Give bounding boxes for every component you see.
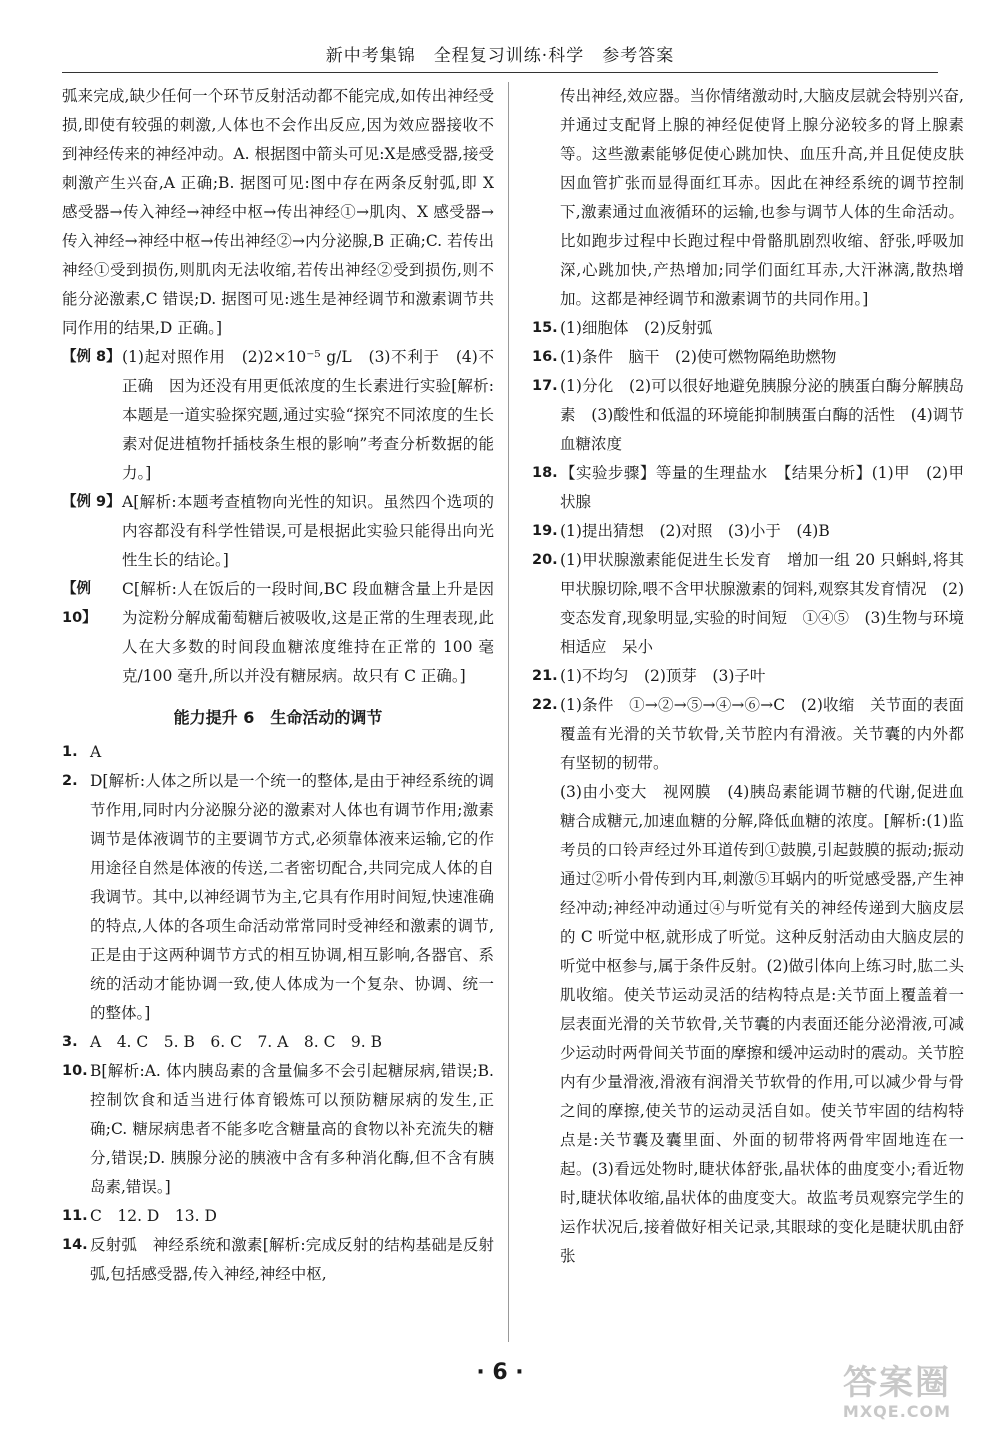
item-number: 10.: [62, 1063, 88, 1079]
left-column: [62, 82, 494, 1289]
example-label: 【例 10】: [62, 581, 97, 626]
example-label: 【例 8】: [62, 349, 121, 365]
item-text: B[解析:A. 体内胰岛素的含量偏多不会引起糖尿病,错误;B. 控制饮食和适当进行体育锻炼可以预防糖尿病的发生,正确;C. 糖尿病患者不能多吃含糖量高的食物以补充流失的糖分,错误;D. 胰腺分泌的胰液中含有多种消化酶,但不含有胰岛素,错误。]: [90, 1062, 494, 1196]
answer-item: [532, 314, 964, 343]
item-number: 21.: [532, 668, 558, 684]
intro-paragraph: 弧来完成,缺少任何一个环节反射活动都不能完成,如传出神经受损,即使有较强的刺激,人体也不会作出反应,因为效应器接收不到神经传来的神经冲动。A. 根据图中箭头可见:X是感受器,接受刺激产生兴奋,A 正确;B. 据图可见:图中存在两条反射弧,即 X 感受器→传入神经→神经中枢→传出神经①→肌肉、X 感受器→传入神经→神经中枢→传出神经②→内分泌腺,B 正确;C. 若传出神经①受到损伤,则肌肉无法收缩,若传出神经②受到损伤,则不能分泌激素,C 错误;D. 据图可见:逃生是神经调节和激素调节共同作用的结果,D 正确。]: [62, 87, 494, 337]
item-text: (1)不均匀 (2)顶芽 (3)子叶: [560, 667, 766, 685]
item-number: 11.: [62, 1208, 88, 1224]
answer-item: [532, 372, 964, 459]
example-text: A[解析:本题考查植物向光性的知识。虽然四个选项的内容都没有科学性错误,可是根据此实验只能得出向光性生长的结论。]: [122, 493, 494, 569]
item-text: (1)提出猜想 (2)对照 (3)小于 (4)B: [560, 522, 830, 540]
item-number: 19.: [532, 523, 558, 539]
answer-item: [62, 767, 494, 1028]
item-text: D[解析:人体之所以是一个统一的整体,是由于神经系统的调节作用,同时内分泌腺分泌的激素对人体也有调节作用;激素调节是体液调节的主要调节方式,必须靠体液来运输,它的作用途径自然是体液的传送,二者密切配合,共同完成人体的自我调节。其中,以神经调节为主,它具有作用时间短,快速准确的特点,人体的各项生命活动常常同时受神经和激素的调节,正是由于这两种调节方式的相互协调,相互影响,各器官、系统的活动才能协调一致,使人体成为一个复杂、协调、统一的整体。]: [90, 772, 494, 1022]
item-text: (1)条件 ①→②→⑤→④→⑥→C (2)收缩 关节面的表面覆盖有光滑的关节软骨,关节腔内有滑液。关节囊的内外都有坚韧的韧带。: [560, 696, 964, 772]
answer-item: [62, 1028, 494, 1057]
answer-item: [62, 1231, 494, 1289]
answer-item: [532, 691, 964, 778]
answer-item: [532, 459, 964, 517]
item-number: 17.: [532, 378, 558, 394]
item-22-continued: (3)由小变大 视网膜 (4)胰岛素能调节糖的代谢,促进血糖合成糖元,加速血糖的分解,降低血糖的浓度。[解析:(1)监考员的口铃声经过外耳道传到①鼓膜,引起鼓膜的振动;振动通过②听小骨传到内耳,刺激⑤耳蜗内的听觉感受器,产生神经冲动;神经冲动通过④与听觉有关的神经传递到大脑皮层的 C 听觉中枢,就形成了听觉。这种反射活动由大脑皮层的听觉中枢参与,属于条件反射。(2)做引体向上练习时,肱二头肌收缩。使关节运动灵活的结构特点是:关节面上覆盖着一层表面光滑的关节软骨,关节囊的内表面还能分泌滑液,可减少运动时两骨间关节面的摩擦和缓冲运动时的震动。关节腔内有少量滑液,滑液有润滑关节软骨的作用,可以减少骨与骨之间的摩擦,使关节的运动灵活自如。使关节牢固的结构特点是:关节囊及囊里面、外面的韧带将两骨牢固地连在一起。(3)看远处物时,睫状体舒张,晶状体的曲度变小;看近物时,睫状体收缩,晶状体的曲度变大。故监考员观察完学生的运作状况后,接着做好相关记录,其眼球的变化是睫状肌由舒张: [560, 783, 964, 1265]
answer-item: [532, 546, 964, 662]
example-text: (1)起对照作用 (2)2×10⁻⁵ g/L (3)不利于 (4)不正确 因为还没有用更低浓度的生长素进行实验[解析:本题是一道实验探究题,通过实验“探究不同浓度的生长素对促进植物扦插枝条生根的影响”考查分析数据的能力。]: [122, 348, 494, 482]
item-text: (1)条件 脑干 (2)使可燃物隔绝助燃物: [560, 348, 837, 366]
item-number: 14.: [62, 1237, 88, 1253]
item-number: 22.: [532, 697, 558, 713]
example-10: [62, 575, 494, 691]
item-number: 2.: [62, 773, 78, 789]
answer-item: [532, 662, 964, 691]
answer-item: [62, 1057, 494, 1202]
item-text: C 12. D 13. D: [90, 1207, 217, 1225]
answer-item: [62, 1202, 494, 1231]
answer-item: [532, 517, 964, 546]
item-number: 16.: [532, 349, 558, 365]
watermark-text: 答案圈: [843, 1363, 951, 1403]
page-header: 新中考集锦 全程复习训练·科学 参考答案: [62, 42, 938, 73]
answer-item: [532, 343, 964, 372]
watermark-logo: [812, 1364, 982, 1424]
column-divider: [508, 82, 509, 1342]
right-column: [532, 82, 964, 1271]
item-number: 18.: [532, 465, 558, 481]
item-text: (1)甲状腺激素能促进生长发育 增加一组 20 只蝌蚪,将其甲状腺切除,喂不含甲状腺激素的饲料,观察其发育情况 (2)变态发育,现象明显,实验的时间短 ①④⑤ (3)生物与环境相适应 呆小: [560, 551, 964, 656]
example-text: C[解析:人在饭后的一段时间,BC 段血糖含量上升是因为淀粉分解成葡萄糖后被吸收,这是正常的生理表现,此人在大多数的时间段血糖浓度维持在正常的 100 毫克/100 毫升,所以并没有糖尿病。故只有 C 正确。]: [122, 580, 494, 685]
item-text: (1)细胞体 (2)反射弧: [560, 319, 713, 337]
item-text: 【实验步骤】等量的生理盐水 【结果分析】(1)甲 (2)甲状腺: [560, 464, 964, 511]
item-text: (1)分化 (2)可以很好地避免胰腺分泌的胰蛋白酶分解胰岛素 (3)酸性和低温的环境能抑制胰蛋白酶的活性 (4)调节血糖浓度: [560, 377, 964, 453]
item-number: 3.: [62, 1034, 78, 1050]
watermark-url: MXQE.COM: [842, 1402, 952, 1421]
example-label: 【例 9】: [62, 494, 121, 510]
item-number: 1.: [62, 744, 78, 760]
continued-paragraph: 传出神经,效应器。当你情绪激动时,大脑皮层就会特别兴奋,并通过支配肾上腺的神经促使肾上腺分泌较多的肾上腺素等。这些激素能够促使心跳加快、血压升高,并且促使皮肤因血管扩张而显得面红耳赤。因此在神经系统的调节控制下,激素通过血液循环的运输,也参与调节人体的生命活动。比如跑步过程中长跑过程中骨骼肌剧烈收缩、舒张,呼吸加深,心跳加快,产热增加;同学们面红耳赤,大汗淋漓,散热增加。这都是神经调节和激素调节的共同作用。]: [560, 87, 964, 308]
item-number: 20.: [532, 552, 558, 568]
item-text: 反射弧 神经系统和激素[解析:完成反射的结构基础是反射弧,包括感受器,传入神经,神经中枢,: [90, 1236, 494, 1283]
item-text: A: [90, 743, 102, 761]
answer-item: [62, 738, 494, 767]
item-number: 15.: [532, 320, 558, 336]
page-number: · 6 ·: [476, 1360, 524, 1385]
section-title: 能力提升 6 生命活动的调节: [173, 708, 383, 727]
item-text: A 4. C 5. B 6. C 7. A 8. C 9. B: [90, 1033, 383, 1051]
example-9: [62, 488, 494, 575]
example-8: [62, 343, 494, 488]
